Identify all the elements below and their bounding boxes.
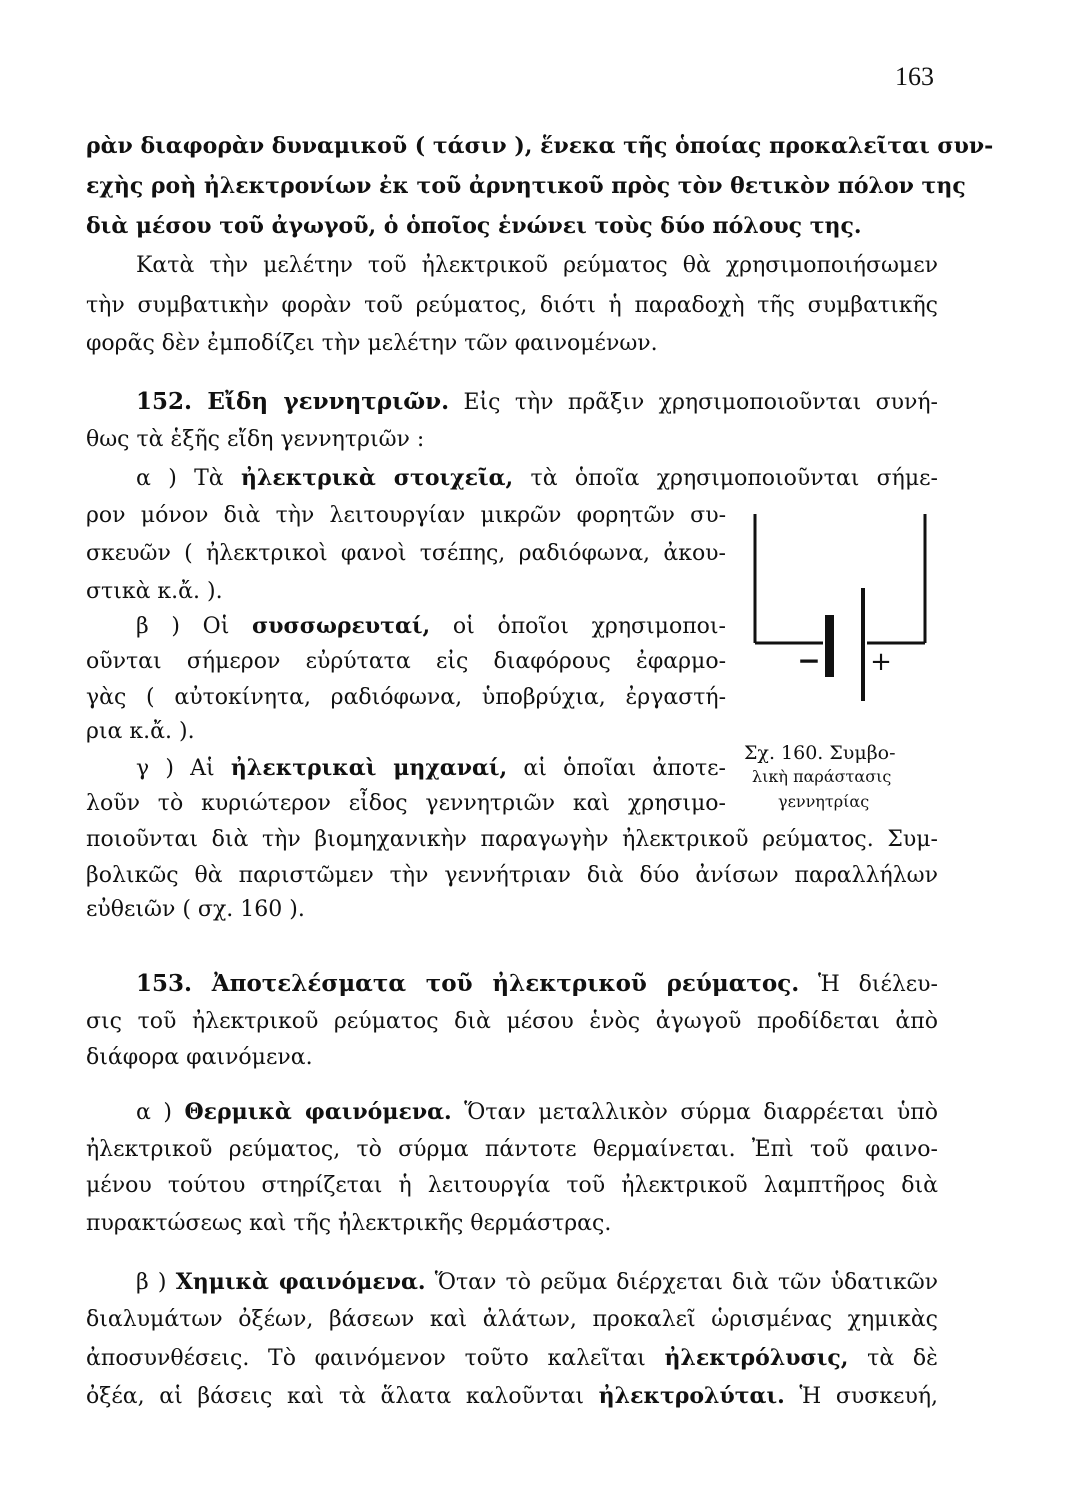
item-152-b-line3: γὰς ( αὐτοκίνητα, ραδιόφωνα, ὑποβρύχια, ἐργαστή- xyxy=(86,685,726,710)
item-152-a-line3: σκευῶν ( ἠλεκτρικοὶ φανοὶ τσέπης, ραδιόφωνα, ἀκου- xyxy=(86,541,726,566)
item-152-g-line2: λοῦν τὸ κυριώτερον εἶδος γεννητριῶν καὶ χρησιμο- xyxy=(86,791,726,816)
section-153-line2: σις τοῦ ἠλεκτρικοῦ ρεύματος διὰ μέσου ἑνὸς ἀγωγοῦ προδίδεται ἀπὸ xyxy=(86,1009,938,1034)
item-152-g-line5: εὐθειῶν ( σχ. 160 ). xyxy=(86,897,305,922)
item-152-a-line1: α ) Τὰ ἠλεκτρικὰ στοιχεῖα, τὰ ὁποῖα χρησιμοποιοῦνται σήμε- xyxy=(136,465,938,491)
page-number: 163 xyxy=(895,62,934,91)
negative-plate xyxy=(825,615,834,677)
generator-symbol-figure xyxy=(745,500,945,730)
item-153-a-line3: μένου τούτου στηρίζεται ἡ λειτουργία τοῦ ἠλεκτρικοῦ λαμπτῆρος διὰ xyxy=(86,1173,938,1198)
para2-line3: φορᾶς δὲν ἐμποδίζει τὴν μελέτην τῶν φαινομένων. xyxy=(86,331,658,356)
item-153-a-line1: α ) Θερμικὰ φαινόμενα. Ὅταν μεταλλικὸν σύρμα διαρρέεται ὑπὸ xyxy=(136,1099,938,1125)
para1-line2: εχὴς ροὴ ἠλεκτρονίων ἐκ τοῦ ἀρνητικοῦ πρὸς τὸν θετικὸν πόλον της xyxy=(86,173,966,199)
item-152-g-line1: γ ) Αἱ ἠλεκτρικαὶ μηχαναί, αἱ ὁποῖαι ἀποτε- xyxy=(136,755,726,781)
section-153-line1: 153. Ἀποτελέσματα τοῦ ἠλεκτρικοῦ ρεύματος. Ἡ διέλευ- xyxy=(136,970,938,997)
positive-plate xyxy=(861,588,865,701)
figure-caption-line2: λικὴ παράστασις xyxy=(752,767,892,786)
item-152-g-line3: ποιοῦνται διὰ τὴν βιομηχανικὴν παραγωγὴν ἠλεκτρικοῦ ρεύματος. Συμ- xyxy=(86,827,938,852)
term-electric-machines: ἠλεκτρικαὶ μηχαναί, xyxy=(230,755,508,781)
item-152-b-line4: ρια κ.ἄ. ). xyxy=(86,719,195,744)
item-152-g-line4: βολικῶς θὰ παριστῶμεν τὴν γεννήτριαν διὰ δύο ἀνίσων παραλλήλων xyxy=(86,863,938,888)
para1-line1: ρὰν διαφορὰν δυναμικοῦ ( τάσιν ), ἕνεκα τῆς ὁποίας προκαλεῖται συν- xyxy=(86,133,994,159)
plus-sign: + xyxy=(870,647,892,677)
section-153-line3: διάφορα φαινόμενα. xyxy=(86,1045,313,1070)
item-153-b-line1: β ) Χημικὰ φαινόμενα. Ὅταν τὸ ρεῦμα διέρχεται διὰ τῶν ὑδατικῶν xyxy=(136,1269,939,1295)
item-152-a-line4: στικὰ κ.ἄ. ). xyxy=(86,579,223,604)
term-electrolytes: ἠλεκτρολύται. xyxy=(598,1383,785,1409)
para1-line3: διὰ μέσου τοῦ ἀγωγοῦ, ὁ ὁποῖος ἑνώνει τοὺς δύο πόλους της. xyxy=(86,213,862,239)
term-accumulators: συσσωρευταί, xyxy=(252,613,431,639)
item-153-a-line4: πυρακτώσεως καὶ τῆς ἠλεκτρικῆς θερμάστρας. xyxy=(86,1211,612,1236)
figure-caption-line1: Σχ. 160. Συμβο- xyxy=(744,742,896,764)
term-electric-cells: ἠλεκτρικὰ στοιχεῖα, xyxy=(241,465,514,491)
term-electrolysis: ἠλεκτρόλυσις, xyxy=(664,1345,849,1371)
para2-line1: Κατὰ τὴν μελέτην τοῦ ἠλεκτρικοῦ ρεύματος θὰ χρησιμοποιήσωμεν xyxy=(136,253,938,278)
minus-sign: − xyxy=(797,644,821,677)
section-152-heading: 152. Εἴδη γεννητριῶν. xyxy=(136,388,450,415)
item-152-b-line1: β ) Οἱ συσσωρευταί, οἱ ὁποῖοι χρησιμοποι- xyxy=(136,613,726,639)
section-152-line1: 152. Εἴδη γεννητριῶν. Εἰς τὴν πρᾶξιν χρησιμοποιοῦνται συνή- xyxy=(136,388,938,415)
term-thermal-phenomena: Θερμικὰ φαινόμενα. xyxy=(184,1099,452,1125)
item-153-b-line3: ἀποσυνθέσεις. Τὸ φαινόμενον τοῦτο καλεῖται ἠλεκτρόλυσις, τὰ δὲ xyxy=(86,1345,938,1371)
section-153-heading: 153. Ἀποτελέσματα τοῦ ἠλεκτρικοῦ ρεύματος. xyxy=(136,970,800,997)
term-chemical-phenomena: Χημικὰ φαινόμενα. xyxy=(175,1269,426,1295)
section-152-line2: θως τὰ ἑξῆς εἴδη γεννητριῶν : xyxy=(86,427,425,452)
item-152-b-line2: οῦνται σήμερον εὐρύτατα εἰς διαφόρους ἐφαρμο- xyxy=(86,649,726,674)
figure-caption-line3: γεννητρίας xyxy=(778,792,870,811)
para2-line2: τὴν συμβατικὴν φορὰν τοῦ ρεύματος, διότι ἡ παραδοχὴ τῆς συμβατικῆς xyxy=(86,293,938,318)
item-153-b-line4: ὀξέα, αἱ βάσεις καὶ τὰ ἅλατα καλοῦνται ἠλεκτρολύται. Ἡ συσκευή, xyxy=(86,1383,938,1409)
item-153-a-line2: ἠλεκτρικοῦ ρεύματος, τὸ σύρμα πάντοτε θερμαίνεται. Ἐπὶ τοῦ φαινο- xyxy=(86,1137,938,1162)
item-152-a-line2: ρον μόνον διὰ τὴν λειτουργίαν μικρῶν φορητῶν συ- xyxy=(86,503,726,528)
item-153-b-line2: διαλυμάτων ὀξέων, βάσεων καὶ ἀλάτων, προκαλεῖ ὡρισμένας χημικὰς xyxy=(86,1307,938,1332)
